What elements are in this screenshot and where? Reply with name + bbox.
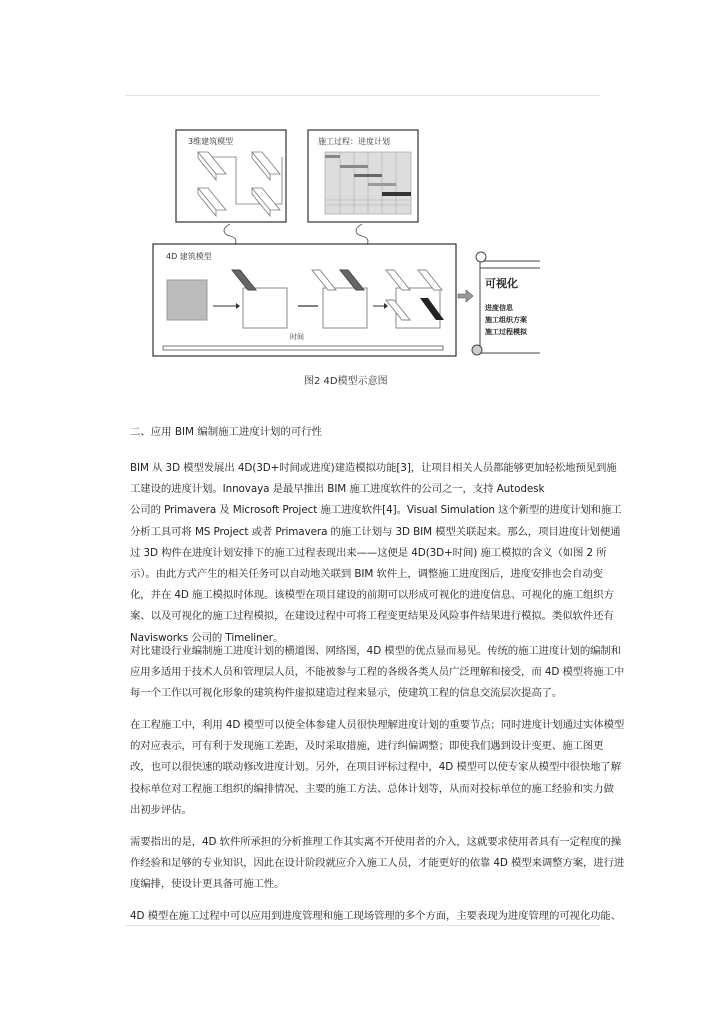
paragraph-line: Navisworks 公司的 Timeliner。 [130, 631, 284, 644]
figure-4d-model-diagram [140, 120, 540, 400]
paragraph-line: 需要指出的是，4D 软件所承担的分析推理工作其实离不开使用者的介入，这就要求使用者具有一定程度的操 [130, 836, 621, 848]
paragraph-line: 示）。由此方式产生的相关任务可以自动地关联到 BIM 软件上，调整施工进度图后，进度安排也会自动变 [130, 567, 603, 580]
panel-4d-model [153, 244, 456, 356]
panel-3d-title: 3维建筑模型 [188, 137, 234, 146]
paragraph-line: 案、以及可视化的施工过程模拟，在建设过程中可将工程变更结果及风险事件结果进行模拟。类似软件还有 [130, 610, 614, 623]
paragraph-line: 4D 模型在施工过程中可以应用到进度管理和施工现场管理的多个方面，主要表现为进度管理的可视化功能、 [130, 910, 621, 922]
scroll-item: 施工组织方案 [485, 316, 527, 324]
paragraph-line: 公司的 Primavera 及 Microsoft Project 施工进度软件[4]。Visual Simulation 这个新型的进度计划和施工 [130, 504, 622, 517]
paragraph-line: 度编排，使设计更具备可施工性。 [130, 878, 285, 891]
paragraph-line: 工建设的进度计划。Innovaya 是最早推出 BIM 施工进度软件的公司之一，支持 Autodesk [130, 483, 545, 496]
paragraph-line: 对比建设行业编制施工进度计划的横道图、网络图，4D 模型的优点显而易见。传统的施工进度计划的编制和 [130, 645, 621, 657]
paragraph-line: 作经验和足够的专业知识，因此在设计阶段就应介入施工人员，才能更好的依靠 4D 模型来调整方案，进行进 [130, 857, 625, 870]
paragraph-line: 的对应表示，可有利于发现施工差距，及时采取措施，进行纠偏调整；即使我们遇到设计变更、施工图更 [130, 740, 604, 753]
paragraph-line: 出初步评估。 [130, 803, 192, 816]
figure-caption: 图2 4D模型示意图 [304, 376, 388, 387]
paragraph-line: 每一个工作以可视化形象的建筑构件虚拟建造过程来显示，使建筑工程的信息交流层次提高了。 [130, 687, 563, 700]
scroll-title: 可视化 [485, 277, 518, 290]
paragraph-line: BIM 从 3D 模型发展出 4D(3D+时间或进度)建造模拟功能[3]，让项目相关人员都能够更加轻松地预见到施 [130, 462, 617, 474]
paragraph [130, 832, 625, 896]
paragraph-line: 化，并在 4D 施工模拟时体现。该模型在项目建设的前期可以形成可视化的进度信息、可视化的施工组织方 [130, 589, 614, 602]
scroll-item: 施工过程模拟 [485, 328, 527, 336]
panel-3d-model [176, 130, 286, 222]
scroll-item: 进度信息 [485, 304, 513, 312]
visualization-scroll [472, 252, 540, 355]
paragraph [130, 458, 622, 649]
paragraph-line: 投标单位对工程施工组织的编排情况、主要的施工方法、总体计划等，从而对投标单位的施工经验和实力做 [130, 782, 614, 795]
top-divider [125, 95, 600, 96]
section-heading: 二、应用 BIM 编制施工进度计划的可行性 [130, 426, 323, 438]
arrow-to-visualization [458, 290, 473, 302]
paragraph-line: 应用多适用于技术人员和管理层人员，不能被参与工程的各级各类人员广泛理解和接受，而 4D 模型将施工中 [130, 666, 625, 679]
paragraph [130, 906, 621, 927]
time-label: 时间 [290, 333, 304, 341]
paragraph-line: 过 3D 构件在进度计划安排下的施工过程表现出来——这便是 4D(3D+时间) 施工模拟的含义（如图 2 所 [130, 546, 607, 559]
paragraph-line: 分析工具可将 MS Project 或者 Primavera 的施工计划与 3D BIM 模型关联起来。那么，项目进度计划便通 [130, 525, 621, 538]
paragraph-line: 在工程施工中，利用 4D 模型可以使全体参建人员很快理解进度计划的重要节点；同时进度计划通过实体模型 [130, 719, 625, 731]
paragraph [130, 715, 625, 821]
paragraph [130, 641, 625, 705]
panel-4d-title: 4D 建筑模型 [166, 252, 212, 261]
bottom-divider [125, 925, 600, 926]
panel-schedule-title: 施工过程：进度计划 [318, 137, 390, 146]
panel-schedule [308, 130, 418, 222]
paragraph-line: 改，也可以很快速的联动修改进度计划。另外，在项目评标过程中，4D 模型可以使专家从模型中很快地了解 [130, 761, 621, 774]
